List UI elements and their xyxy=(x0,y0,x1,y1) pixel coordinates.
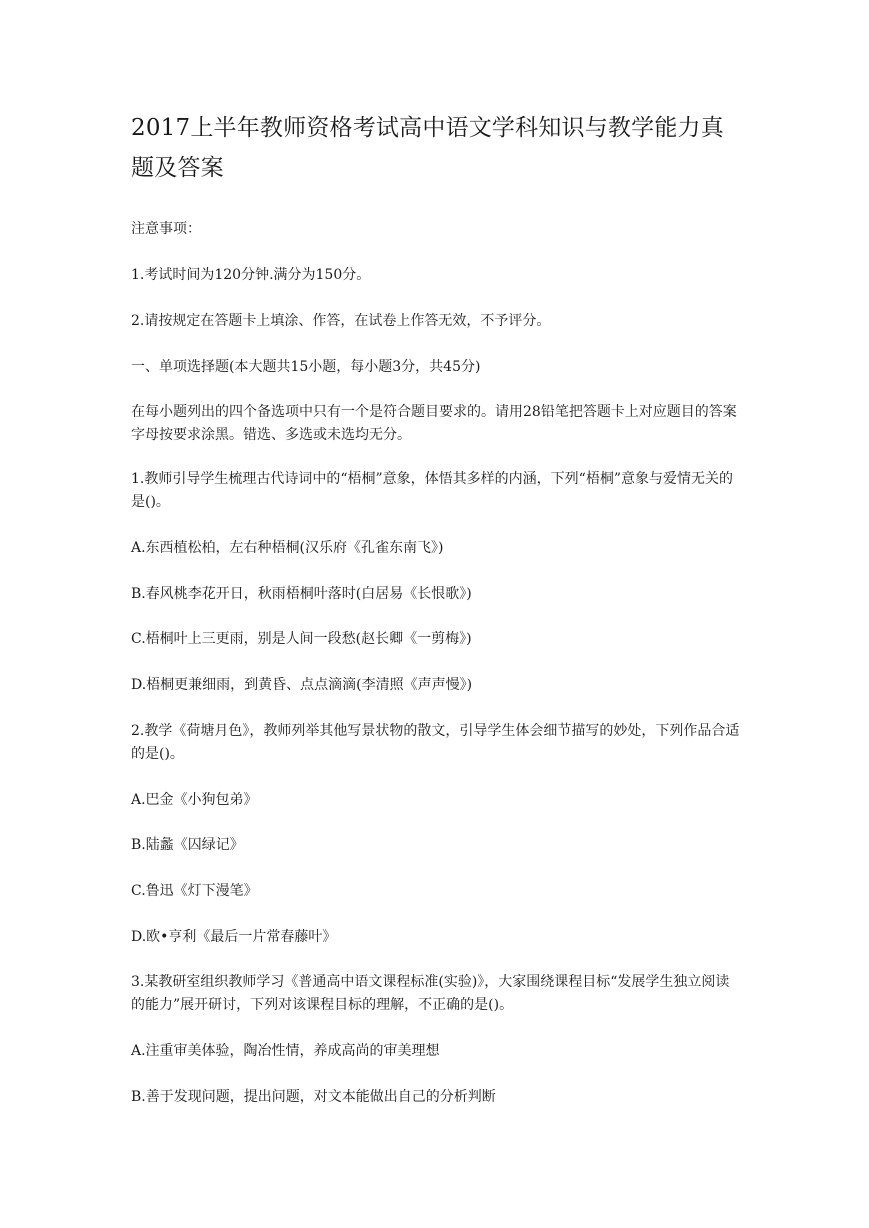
question-1-option-c: C.梧桐叶上三更雨，别是人间一段愁(赵长卿《一剪梅》) xyxy=(131,631,472,647)
section-heading: 一、单项选择题(本大题共15小题，每小题3分，共45分) xyxy=(131,359,481,375)
question-1-option-d: D.梧桐更兼细雨，到黄昏、点点滴滴(李清照《声声慢》) xyxy=(131,677,473,693)
notice-item-1: 1.考试时间为120分钟.满分为150分。 xyxy=(131,267,371,283)
question-2-option-c: C.鲁迅《灯下漫笔》 xyxy=(131,883,258,899)
question-2-option-a: A.巴金《小狗包弟》 xyxy=(131,792,258,808)
question-1-option-a: A.东西植松柏，左右种梧桐(汉乐府《孔雀东南飞》) xyxy=(131,540,444,556)
notice-item-2: 2.请按规定在答题卡上填涂、作答，在试卷上作答无效，不予评分。 xyxy=(131,313,551,329)
section-instructions: 在每小题列出的四个备选项中只有一个是符合题目要求的。请用28铅笔把答题卡上对应题目的答案字母按要求涂黑。错选、多选或未选均无分。 xyxy=(131,404,737,443)
question-2-option-b: B.陆蠡《囚绿记》 xyxy=(131,837,244,853)
document-title: 2017上半年教师资格考试高中语文学科知识与教学能力真题及答案 xyxy=(131,115,724,181)
question-3-option-a: A.注重审美体验，陶冶性情，养成高尚的审美理想 xyxy=(131,1043,440,1059)
question-3-option-b: B.善于发现问题，提出问题，对文本能做出自己的分析判断 xyxy=(131,1089,496,1105)
question-2-stem: 2.教学《荷塘月色》，教师列举其他写景状物的散文，引导学生体会细节描写的妙处，下列作品合适的是()。 xyxy=(131,723,740,762)
question-1-option-b: B.春风桃李花开日，秋雨梧桐叶落时(白居易《长恨歌》) xyxy=(131,586,472,602)
question-1-stem: 1.教师引导学生梳理古代诗词中的“梧桐”意象，体悟其多样的内涵，下列“梧桐”意象与爱情无关的是()。 xyxy=(131,471,733,510)
notice-heading: 注意事项： xyxy=(131,221,201,237)
question-3-stem: 3.某教研室组织教师学习《普通高中语文课程标准(实验)》，大家围绕课程目标“发展学生独立阅读的能力”展开研讨，下列对该课程目标的理解，不正确的是()。 xyxy=(131,974,730,1013)
question-2-option-d: D.欧•亨利《最后一片常春藤叶》 xyxy=(131,929,337,945)
